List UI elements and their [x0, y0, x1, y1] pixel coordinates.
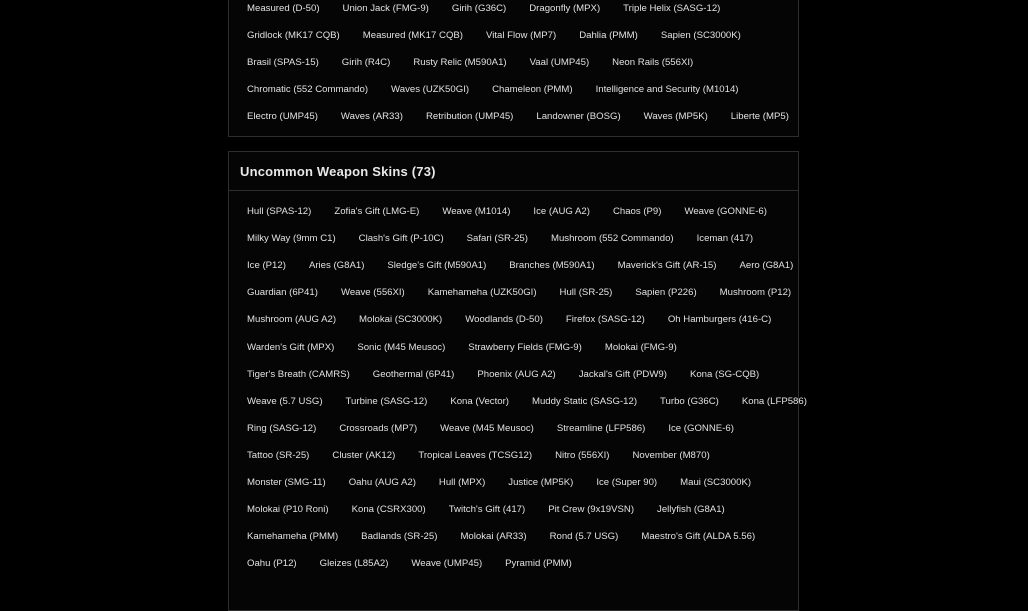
- skin-item[interactable]: Zofia's Gift (LMG-E): [334, 206, 420, 218]
- skin-item[interactable]: Measured (D-50): [247, 3, 320, 15]
- skin-item[interactable]: Weave (UMP45): [411, 558, 483, 570]
- skin-item[interactable]: Kona (Vector): [450, 395, 509, 407]
- skin-item[interactable]: Maui (SC3000K): [680, 476, 752, 488]
- skin-item[interactable]: Rusty Relic (M590A1): [413, 57, 507, 69]
- skin-item[interactable]: Waves (MP5K): [643, 111, 708, 123]
- skin-item[interactable]: Liberte (MP5): [730, 111, 789, 123]
- skin-item[interactable]: Brasil (SPAS-15): [247, 57, 319, 69]
- skin-item[interactable]: Muddy Static (SASG-12): [531, 395, 638, 407]
- skin-item[interactable]: Mushroom (P12): [719, 287, 792, 299]
- skin-item[interactable]: Weave (5.7 USG): [247, 395, 323, 407]
- skin-item[interactable]: Electro (UMP45): [247, 111, 318, 123]
- common-skins-card: [228, 0, 799, 137]
- skin-item[interactable]: Hull (SR-25): [559, 287, 613, 299]
- skin-row: [229, 76, 798, 103]
- skin-row: [229, 0, 798, 22]
- skin-row: [229, 22, 798, 49]
- skin-item[interactable]: Chromatic (552 Commando): [247, 84, 369, 96]
- skin-item[interactable]: Nitro (556XI): [555, 449, 610, 461]
- skin-item[interactable]: Oahu (AUG A2): [348, 476, 416, 488]
- skin-item[interactable]: Union Jack (FMG-9): [342, 3, 429, 15]
- skin-item[interactable]: Measured (MK17 CQB): [362, 30, 463, 42]
- skin-item[interactable]: Geothermal (6P41): [372, 368, 455, 380]
- skin-item[interactable]: Vaal (UMP45): [529, 57, 590, 69]
- skin-item[interactable]: Streamline (LFP586): [556, 422, 646, 434]
- skin-item[interactable]: Molokai (SC3000K): [359, 314, 443, 326]
- skin-item[interactable]: Kona (CSRX300): [351, 504, 426, 516]
- skin-row: [229, 279, 798, 306]
- uncommon-skins-list: [229, 198, 807, 577]
- skin-item[interactable]: Gleizes (L85A2): [319, 558, 389, 570]
- skin-item[interactable]: Jackal's Gift (PDW9): [578, 368, 667, 380]
- common-skins-list: [229, 0, 798, 130]
- skin-item[interactable]: Weave (M1014): [442, 206, 511, 218]
- skin-item[interactable]: Safari (SR-25): [466, 233, 528, 245]
- skin-item[interactable]: Sapien (P226): [635, 287, 697, 299]
- skin-item[interactable]: Turbine (SASG-12): [345, 395, 428, 407]
- skin-item[interactable]: Molokai (AR33): [460, 531, 527, 543]
- skin-item[interactable]: Badlands (SR-25): [361, 531, 438, 543]
- skin-row: [229, 388, 807, 415]
- skin-item[interactable]: Jellyfish (G8A1): [657, 504, 725, 516]
- skin-item[interactable]: Oh Hamburgers (416-C): [667, 314, 772, 326]
- skin-row: [229, 415, 798, 442]
- skin-item[interactable]: Weave (M45 Meusoc): [440, 422, 534, 434]
- skin-item[interactable]: Milky Way (9mm C1): [247, 233, 336, 245]
- skin-row: [229, 442, 798, 469]
- skin-row: [229, 469, 798, 496]
- skin-item[interactable]: Sledge's Gift (M590A1): [387, 260, 487, 272]
- skin-row: [229, 496, 798, 523]
- skin-row: [229, 49, 798, 76]
- skin-item[interactable]: Chaos (P9): [612, 206, 662, 218]
- skin-item[interactable]: Monster (SMG-11): [247, 476, 326, 488]
- skin-item[interactable]: Pit Crew (9x19VSN): [548, 504, 635, 516]
- skin-row: [229, 333, 798, 360]
- skin-item[interactable]: Gridlock (MK17 CQB): [247, 30, 340, 42]
- skin-item[interactable]: Ice (Super 90): [596, 476, 658, 488]
- skin-row: [229, 225, 798, 252]
- skin-row: [229, 361, 798, 388]
- skin-item[interactable]: Kona (LFP586): [741, 395, 807, 407]
- skin-item[interactable]: Crossroads (MP7): [339, 422, 418, 434]
- skin-item[interactable]: Maestro's Gift (ALDA 5.56): [641, 531, 756, 543]
- skin-row: [229, 306, 798, 333]
- skin-item[interactable]: Turbo (G36C): [660, 395, 719, 407]
- skin-item[interactable]: Kamehameha (PMM): [247, 531, 339, 543]
- skin-item[interactable]: Woodlands (D-50): [465, 314, 543, 326]
- skin-item[interactable]: Justice (MP5K): [508, 476, 574, 488]
- skin-item[interactable]: Pyramid (PMM): [505, 558, 572, 570]
- skin-item[interactable]: Waves (UZK50GI): [391, 84, 470, 96]
- skin-item[interactable]: November (M870): [632, 449, 710, 461]
- skin-item[interactable]: Aries (G8A1): [308, 260, 365, 272]
- skin-item[interactable]: Sonic (M45 Meusoc): [357, 341, 446, 353]
- skin-item[interactable]: Tattoo (SR-25): [247, 449, 310, 461]
- skin-row: [229, 198, 798, 225]
- skin-item[interactable]: Ice (AUG A2): [533, 206, 590, 218]
- skin-item[interactable]: Dragonfly (MPX): [529, 3, 601, 15]
- skin-item[interactable]: Girih (G36C): [451, 3, 507, 15]
- skin-item[interactable]: Iceman (417): [696, 233, 754, 245]
- section-title: Uncommon Weapon Skins (73): [240, 163, 436, 179]
- skin-item[interactable]: Weave (556XI): [340, 287, 405, 299]
- skin-item[interactable]: Tiger's Breath (CAMRS): [247, 368, 350, 380]
- skin-item[interactable]: Mushroom (552 Commando): [550, 233, 674, 245]
- skin-item[interactable]: Branches (M590A1): [509, 260, 595, 272]
- skin-item[interactable]: Aero (G8A1): [739, 260, 794, 272]
- skin-item[interactable]: Phoenix (AUG A2): [477, 368, 556, 380]
- skin-item[interactable]: Molokai (FMG-9): [604, 341, 677, 353]
- skin-item[interactable]: Strawberry Fields (FMG-9): [468, 341, 582, 353]
- skin-row: [229, 103, 798, 130]
- skin-item[interactable]: Warden's Gift (MPX): [247, 341, 335, 353]
- skin-item[interactable]: Tropical Leaves (TCSG12): [418, 449, 533, 461]
- skin-item[interactable]: Landowner (BOSG): [536, 111, 621, 123]
- skin-item[interactable]: Cluster (AK12): [332, 449, 396, 461]
- skin-item[interactable]: Weave (GONNE-6): [684, 206, 767, 218]
- skin-item[interactable]: Ring (SASG-12): [247, 422, 317, 434]
- skin-item[interactable]: Twitch's Gift (417): [448, 504, 526, 516]
- skin-item[interactable]: Sapien (SC3000K): [660, 30, 741, 42]
- skin-item[interactable]: Kona (SG-CQB): [689, 368, 760, 380]
- skin-item[interactable]: Ice (GONNE-6): [668, 422, 734, 434]
- skin-item[interactable]: Hull (MPX): [438, 476, 486, 488]
- uncommon-skins-header: [229, 152, 798, 191]
- skin-item[interactable]: Rond (5.7 USG): [549, 531, 619, 543]
- skin-item[interactable]: Neon Rails (556XI): [612, 57, 694, 69]
- skin-item[interactable]: Molokai (P10 Roni): [247, 504, 329, 516]
- skin-item[interactable]: Waves (AR33): [340, 111, 403, 123]
- uncommon-skins-card: [228, 151, 807, 611]
- skin-item[interactable]: Kamehameha (UZK50GI): [427, 287, 537, 299]
- skin-item[interactable]: Triple Helix (SASG-12): [623, 3, 721, 15]
- skin-item[interactable]: Dahlia (PMM): [579, 30, 638, 42]
- skin-item[interactable]: Girih (R4C): [341, 57, 391, 69]
- skin-row: [229, 252, 798, 279]
- skin-item[interactable]: Vital Flow (MP7): [486, 30, 557, 42]
- skin-item[interactable]: Clash's Gift (P-10C): [358, 233, 444, 245]
- skin-item[interactable]: Hull (SPAS-12): [247, 206, 312, 218]
- skin-item[interactable]: Maverick's Gift (AR-15): [617, 260, 717, 272]
- skin-item[interactable]: Mushroom (AUG A2): [247, 314, 337, 326]
- skin-item[interactable]: Ice (P12): [247, 260, 286, 272]
- skin-item[interactable]: Chameleon (PMM): [492, 84, 573, 96]
- skin-row: [229, 523, 798, 550]
- skin-item[interactable]: Oahu (P12): [247, 558, 297, 570]
- skin-item[interactable]: Intelligence and Security (M1014): [595, 84, 739, 96]
- skin-row: [229, 550, 798, 577]
- skin-item[interactable]: Retribution (UMP45): [425, 111, 514, 123]
- skin-item[interactable]: Firefox (SASG-12): [565, 314, 645, 326]
- skin-item[interactable]: Guardian (6P41): [247, 287, 318, 299]
